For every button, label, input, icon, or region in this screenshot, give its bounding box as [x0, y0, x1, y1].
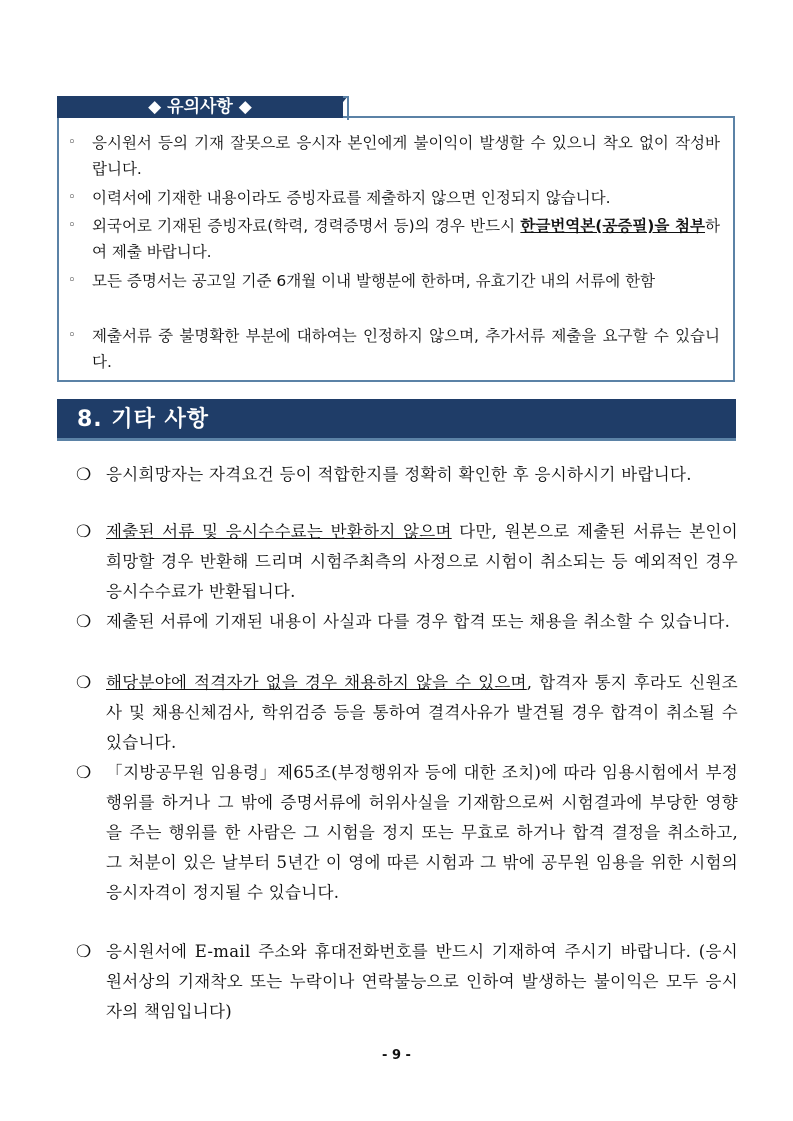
list-item-text: 응시원서에 E-mail 주소와 휴대전화번호를 반드시 기재하여 주시기 바랍니다. (응시원서상의 기재착오 또는 누락이나 연락불능으로 인하여 발생하는 불이익은 모두 응시자의 책임입니다)	[106, 942, 738, 1021]
ring-bullet-icon: ❍	[76, 942, 92, 962]
ring-bullet-icon: ❍	[76, 465, 92, 485]
list-item-text: 「지방공무원 임용령」제65조(부정행위자 등에 대한 조치)에 따라 임용시험에서 부정행위를 하거나 그 밖에 증명서류에 허위사실을 기재함으로써 시험결과에 부당한 영향을 주는 행위를 한 사람은 그 시험을 정지 또는 무효로 하거나 합격 결정을 취소하고, 그 처분이 있은 날부터 5년간 이 영에 따른 시험과 그 밖에 공무원 임용을 위한 시험의 응시자격이 정지될 수 있습니다.	[106, 763, 738, 902]
list-item	[76, 460, 738, 490]
notice-title: ◆ 유의사항 ◆	[57, 96, 343, 118]
list-item	[76, 668, 738, 758]
underlined-text: 해당분야에 적격자가 없을 경우 채용하지 않을 수 있으며	[106, 673, 527, 692]
notice-item-text-part: 하여 제출 바랍니다.	[92, 217, 720, 261]
notice-emphasis-text: 한글번역본(공증필)을 첨부	[520, 217, 706, 235]
notice-item-text: 모든 증명서는 공고일 기준 6개월 이내 발행분에 한하며, 유효기간 내의 서류에 한함	[92, 272, 656, 290]
circle-bullet-icon: ◦	[68, 218, 76, 233]
circle-bullet-icon: ◦	[68, 328, 76, 343]
circle-bullet-icon: ◦	[68, 273, 76, 288]
list-item	[76, 937, 738, 1027]
circle-bullet-icon: ◦	[68, 135, 76, 150]
notice-item	[68, 323, 720, 375]
notice-item-text	[92, 213, 720, 265]
list-item-text	[106, 517, 738, 607]
list-item	[76, 758, 738, 908]
ring-bullet-icon: ❍	[76, 763, 92, 783]
notice-item	[68, 268, 720, 294]
underlined-text: 제출된 서류 및 응시수수료는 반환하지 않으며	[106, 522, 452, 541]
list-item	[76, 517, 738, 607]
list-item-text-part: 다만, 원본으로 제출된 서류는 본인이 희망할 경우 반환해 드리며 시험주최측의 사정으로 시험이 취소되는 등 예외적인 경우 응시수수료가 반환됩니다.	[106, 522, 738, 601]
notice-item-text: 제출서류 중 불명확한 부분에 대하여는 인정하지 않으며, 추가서류 제출을 요구할 수 있습니다.	[92, 327, 720, 371]
notice-item-text: 이력서에 기재한 내용이라도 증빙자료를 제출하지 않으면 인정되지 않습니다.	[92, 189, 611, 207]
section-header	[57, 399, 736, 441]
notice-item-text-part: 외국어로 기재된 증빙자료(학력, 경력증명서 등)의 경우 반드시	[92, 217, 521, 235]
list-item	[76, 607, 738, 637]
notice-item	[68, 213, 720, 265]
notice-tab-corner	[343, 96, 349, 120]
notice-item-text: 응시원서 등의 기재 잘못으로 응시자 본인에게 불이익이 발생할 수 있으니 착오 없이 작성바랍니다.	[92, 134, 720, 178]
list-item-text: 응시희망자는 자격요건 등이 적합한지를 정확히 확인한 후 응시하시기 바랍니다.	[106, 465, 692, 484]
ring-bullet-icon: ❍	[76, 522, 92, 542]
section-title: 8. 기타 사항	[77, 407, 209, 432]
circle-bullet-icon: ◦	[68, 190, 76, 205]
list-item-text-part: , 합격자 통지 후라도 신원조사 및 채용신체검사, 학위검증 등을 통하여 결격사유가 발견될 경우 합격이 취소될 수 있습니다.	[106, 673, 738, 752]
notice-item	[68, 130, 720, 182]
ring-bullet-icon: ❍	[76, 673, 92, 693]
page-number: - 9 -	[382, 1048, 411, 1063]
ring-bullet-icon: ❍	[76, 612, 92, 632]
list-item-text	[106, 668, 738, 758]
notice-item	[68, 185, 720, 211]
list-item-text: 제출된 서류에 기재된 내용이 사실과 다를 경우 합격 또는 채용을 취소할 수 있습니다.	[106, 612, 731, 631]
